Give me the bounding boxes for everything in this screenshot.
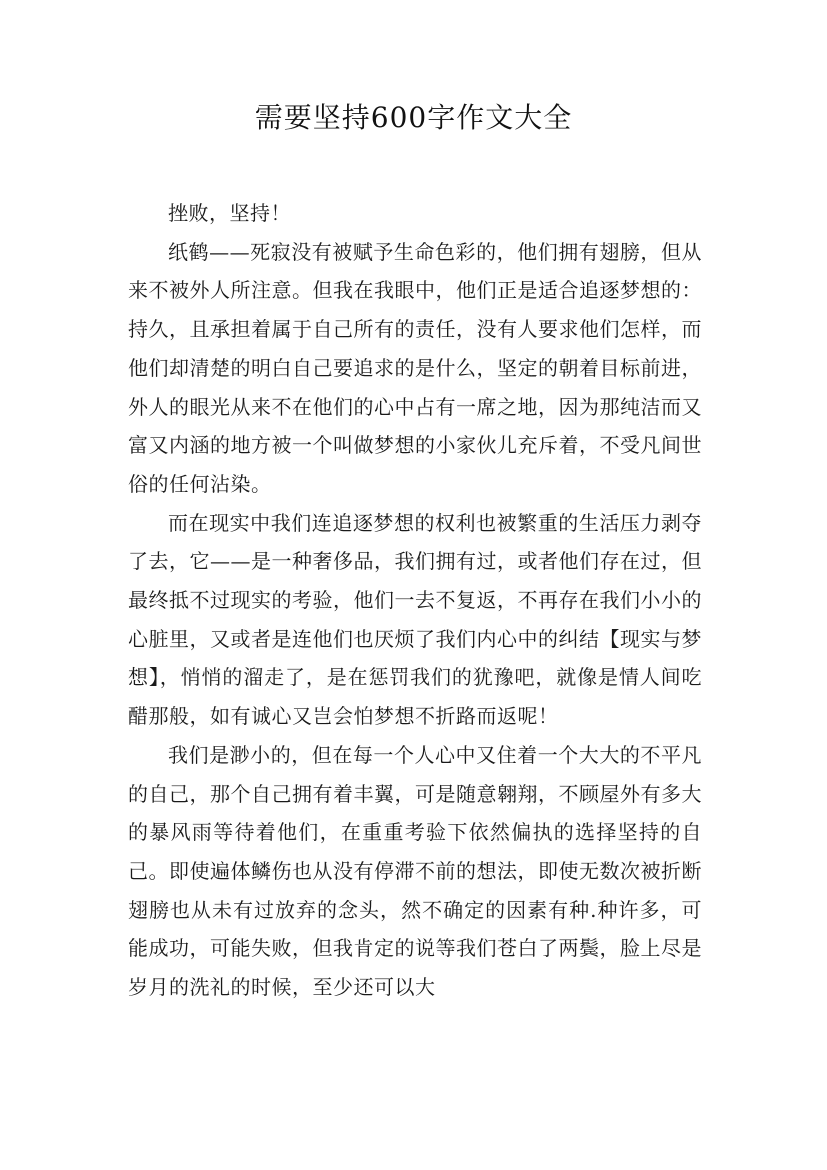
paragraph: 纸鹤——死寂没有被赋予生命色彩的，他们拥有翅膀，但从来不被外人所注意。但我在我眼中，他们正是适合追逐梦想的：持久，且承担着属于自己所有的责任，没有人要求他们怎样，而他们却清楚的明白自己要追求的是什么，坚定的朝着目标前进，外人的眼光从来不在他们的心中占有一席之地，因为那纯洁而又富又内涵的地方被一个叫做梦想的小家伙儿充斥着，不受凡间世俗的任何沾染。 bbox=[128, 239, 702, 496]
paragraph: 我们是渺小的，但在每一个人心中又住着一个大大的不平凡的自己，那个自己拥有着丰翼，可是随意翱翔，不顾屋外有多大的暴风雨等待着他们，在重重考验下依然偏执的选择坚持的自己。即使遍体鳞伤也从没有停滞不前的想法，即使无数次被折断翅膀也从未有过放弃的念头，然不确定的因素有种.种许多，可能成功，可能失败，但我肯定的说等我们苍白了两鬓，脸上尽是岁月的洗礼的时候，至少还可以大 bbox=[128, 742, 702, 1000]
paragraph: 而在现实中我们连追逐梦想的权利也被繁重的生活压力剥夺了去，它——是一种奢侈品，我们拥有过，或者他们存在过，但最终抵不过现实的考验，他们一去不复返，不再存在我们小小的心脏里，又或者是连他们也厌烦了我们内心中的纠结【现实与梦想】，悄悄的溜走了，是在惩罚我们的犹豫吧，就像是情人间吃醋那般，如有诚心又岂会怕梦想不折路而返呢！ bbox=[128, 510, 702, 729]
document-title: 需要坚持600字作文大全 bbox=[254, 101, 573, 134]
document-body bbox=[128, 194, 702, 1007]
paragraph: 挫败，坚持！ bbox=[168, 201, 291, 225]
